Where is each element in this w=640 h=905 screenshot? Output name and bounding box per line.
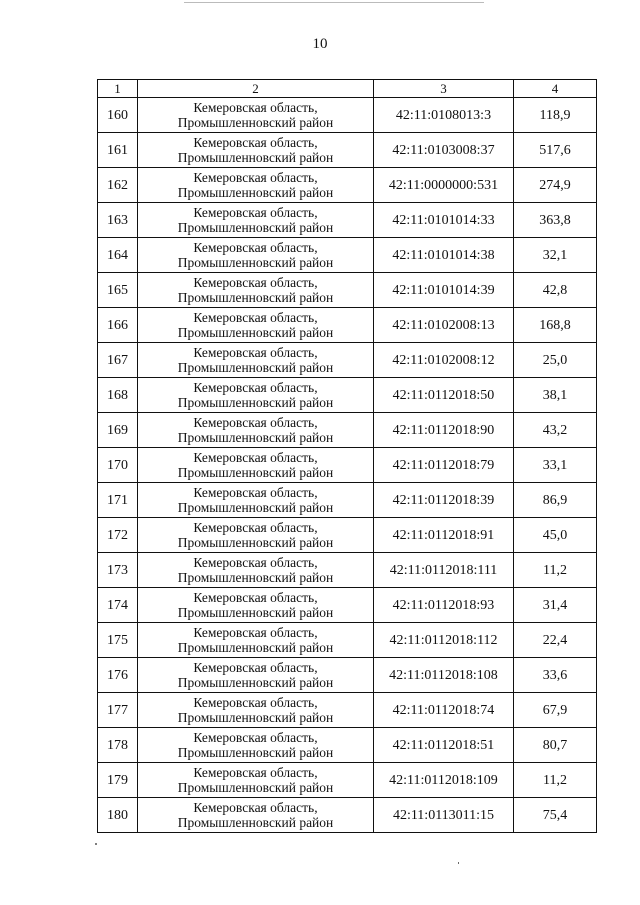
area-cell: 11,2 [514,763,597,798]
cadastral-number-cell: 42:11:0102008:13 [374,308,514,343]
address-region: Кемеровская область, [193,135,318,150]
area-cell: 517,6 [514,133,597,168]
row-number-cell: 179 [98,763,138,798]
cadastral-number-cell: 42:11:0112018:91 [374,518,514,553]
row-number-cell: 176 [98,658,138,693]
address-district: Промышленновский район [177,255,334,270]
table-row [98,728,597,763]
table-row [98,658,597,693]
address-district: Промышленновский район [177,360,334,375]
area-cell: 43,2 [514,413,597,448]
address-region: Кемеровская область, [193,520,318,535]
address-cell [138,588,374,623]
address-cell [138,728,374,763]
cadastral-number-cell: 42:11:0102008:12 [374,343,514,378]
row-number-cell: 162 [98,168,138,203]
column-header-3: 3 [374,80,514,98]
area-cell: 67,9 [514,693,597,728]
cadastral-number-cell: 42:11:0112018:39 [374,483,514,518]
row-number-cell: 161 [98,133,138,168]
cadastral-number-cell: 42:11:0112018:112 [374,623,514,658]
table-row [98,343,597,378]
page-top-rule [184,2,484,3]
address-cell [138,798,374,833]
row-number-cell: 180 [98,798,138,833]
column-header-4: 4 [514,80,597,98]
address-cell [138,483,374,518]
table-row [98,553,597,588]
address-region: Кемеровская область, [193,100,318,115]
cadastral-number-cell: 42:11:0112018:50 [374,378,514,413]
row-number-cell: 175 [98,623,138,658]
table-row [98,483,597,518]
area-cell: 45,0 [514,518,597,553]
area-cell: 31,4 [514,588,597,623]
address-district: Промышленновский район [177,780,334,795]
row-number-cell: 160 [98,98,138,133]
address-region: Кемеровская область, [193,275,318,290]
area-cell: 42,8 [514,273,597,308]
table-row [98,518,597,553]
row-number-cell: 172 [98,518,138,553]
address-district: Промышленновский район [177,290,334,305]
address-region: Кемеровская область, [193,555,318,570]
page-number: 10 [312,36,328,52]
address-district: Промышленновский район [177,535,334,550]
row-number-cell: 169 [98,413,138,448]
address-cell [138,308,374,343]
row-number-cell: 178 [98,728,138,763]
area-cell: 80,7 [514,728,597,763]
area-cell: 274,9 [514,168,597,203]
address-cell [138,343,374,378]
cadastral-number-cell: 42:11:0112018:74 [374,693,514,728]
scan-speck [95,843,97,845]
table-header-row [98,80,597,98]
address-district: Промышленновский район [177,185,334,200]
table-row [98,308,597,343]
row-number-cell: 173 [98,553,138,588]
area-cell: 25,0 [514,343,597,378]
table-row [98,168,597,203]
address-region: Кемеровская область, [193,310,318,325]
column-header-2: 2 [138,80,374,98]
address-region: Кемеровская область, [193,730,318,745]
table-row [98,798,597,833]
area-cell: 11,2 [514,553,597,588]
address-district: Промышленновский район [177,115,334,130]
row-number-cell: 164 [98,238,138,273]
area-cell: 22,4 [514,623,597,658]
cadastral-number-cell: 42:11:0101014:38 [374,238,514,273]
cadastral-number-cell: 42:11:0112018:90 [374,413,514,448]
address-region: Кемеровская область, [193,485,318,500]
cadastral-number-cell: 42:11:0108013:3 [374,98,514,133]
cadastral-number-cell: 42:11:0000000:531 [374,168,514,203]
cadastral-number-cell: 42:11:0103008:37 [374,133,514,168]
address-region: Кемеровская область, [193,380,318,395]
area-cell: 75,4 [514,798,597,833]
cadastral-number-cell: 42:11:0112018:79 [374,448,514,483]
area-cell: 33,1 [514,448,597,483]
address-district: Промышленновский район [177,325,334,340]
address-cell [138,658,374,693]
table-row [98,588,597,623]
area-cell: 38,1 [514,378,597,413]
address-region: Кемеровская область, [193,205,318,220]
cadastral-number-cell: 42:11:0113011:15 [374,798,514,833]
table-row [98,448,597,483]
column-header-1: 1 [98,80,138,98]
property-registry-table [97,79,597,833]
area-cell: 168,8 [514,308,597,343]
address-district: Промышленновский район [177,220,334,235]
address-district: Промышленновский район [177,710,334,725]
address-region: Кемеровская область, [193,240,318,255]
address-cell [138,448,374,483]
address-district: Промышленновский район [177,570,334,585]
address-cell [138,133,374,168]
address-cell [138,98,374,133]
area-cell: 118,9 [514,98,597,133]
scan-speck [458,862,459,864]
area-cell: 33,6 [514,658,597,693]
address-region: Кемеровская область, [193,170,318,185]
table-row [98,203,597,238]
address-cell [138,238,374,273]
address-district: Промышленновский район [177,675,334,690]
row-number-cell: 167 [98,343,138,378]
table-row [98,763,597,798]
area-cell: 363,8 [514,203,597,238]
address-cell [138,168,374,203]
row-number-cell: 177 [98,693,138,728]
address-region: Кемеровская область, [193,695,318,710]
address-cell [138,203,374,238]
address-district: Промышленновский район [177,745,334,760]
table-row [98,623,597,658]
table-row [98,378,597,413]
address-region: Кемеровская область, [193,590,318,605]
cadastral-number-cell: 42:11:0112018:109 [374,763,514,798]
table-header [98,80,597,98]
address-cell [138,553,374,588]
table-row [98,133,597,168]
row-number-cell: 163 [98,203,138,238]
address-region: Кемеровская область, [193,345,318,360]
cadastral-number-cell: 42:11:0112018:111 [374,553,514,588]
address-region: Кемеровская область, [193,625,318,640]
row-number-cell: 170 [98,448,138,483]
table-row [98,693,597,728]
area-cell: 32,1 [514,238,597,273]
area-cell: 86,9 [514,483,597,518]
table-row [98,273,597,308]
cadastral-number-cell: 42:11:0112018:51 [374,728,514,763]
address-cell [138,273,374,308]
address-district: Промышленновский район [177,150,334,165]
address-district: Промышленновский район [177,500,334,515]
address-region: Кемеровская область, [193,415,318,430]
address-district: Промышленновский район [177,430,334,445]
table-row [98,238,597,273]
address-cell [138,763,374,798]
row-number-cell: 165 [98,273,138,308]
address-district: Промышленновский район [177,465,334,480]
address-cell [138,623,374,658]
cadastral-number-cell: 42:11:0101014:33 [374,203,514,238]
address-cell [138,693,374,728]
address-cell [138,518,374,553]
cadastral-number-cell: 42:11:0101014:39 [374,273,514,308]
address-district: Промышленновский район [177,605,334,620]
table-row [98,413,597,448]
address-region: Кемеровская область, [193,660,318,675]
address-cell [138,413,374,448]
cadastral-number-cell: 42:11:0112018:108 [374,658,514,693]
row-number-cell: 174 [98,588,138,623]
row-number-cell: 168 [98,378,138,413]
address-region: Кемеровская область, [193,765,318,780]
address-cell [138,378,374,413]
row-number-cell: 166 [98,308,138,343]
address-district: Промышленновский район [177,640,334,655]
table-body [98,98,597,833]
cadastral-number-cell: 42:11:0112018:93 [374,588,514,623]
address-region: Кемеровская область, [193,800,318,815]
address-region: Кемеровская область, [193,450,318,465]
address-district: Промышленновский район [177,395,334,410]
table-row [98,98,597,133]
address-district: Промышленновский район [177,815,334,830]
row-number-cell: 171 [98,483,138,518]
